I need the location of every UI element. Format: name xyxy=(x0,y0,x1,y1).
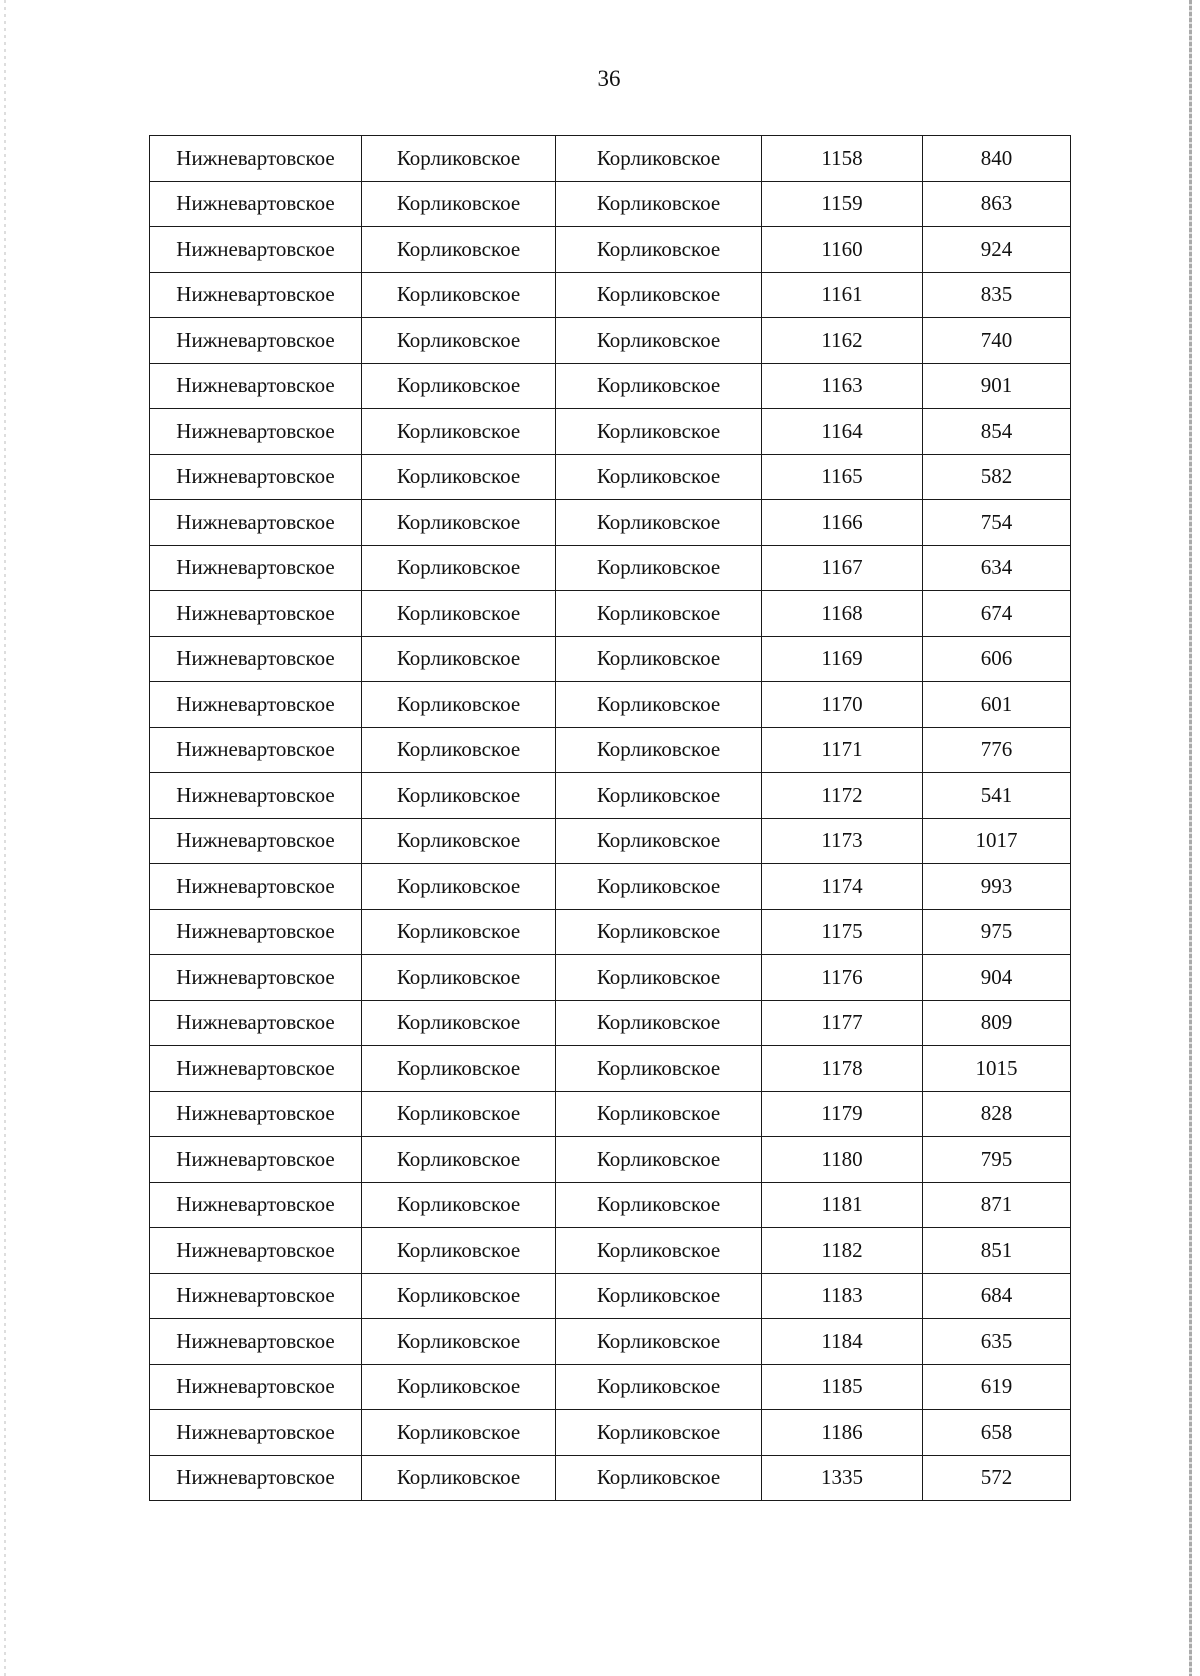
value-cell: 851 xyxy=(923,1228,1071,1274)
value-cell: 684 xyxy=(923,1273,1071,1319)
table-row xyxy=(150,1137,1071,1183)
number-cell: 1166 xyxy=(762,500,923,546)
table-row xyxy=(150,227,1071,273)
deposit-cell: Корликовское xyxy=(556,181,762,227)
value-cell: 795 xyxy=(923,1137,1071,1183)
region-cell: Нижневартовское xyxy=(150,1228,362,1274)
field-cell: Корликовское xyxy=(362,818,556,864)
deposit-cell: Корликовское xyxy=(556,773,762,819)
value-cell: 835 xyxy=(923,272,1071,318)
deposit-cell: Корликовское xyxy=(556,136,762,182)
region-cell: Нижневартовское xyxy=(150,1000,362,1046)
deposit-cell: Корликовское xyxy=(556,1046,762,1092)
table-row xyxy=(150,1455,1071,1501)
region-cell: Нижневартовское xyxy=(150,500,362,546)
number-cell: 1183 xyxy=(762,1273,923,1319)
region-cell: Нижневартовское xyxy=(150,1137,362,1183)
deposit-cell: Корликовское xyxy=(556,636,762,682)
value-cell: 828 xyxy=(923,1091,1071,1137)
value-cell: 904 xyxy=(923,955,1071,1001)
table-row xyxy=(150,272,1071,318)
field-cell: Корликовское xyxy=(362,1410,556,1456)
region-cell: Нижневартовское xyxy=(150,591,362,637)
region-cell: Нижневартовское xyxy=(150,1455,362,1501)
value-cell: 541 xyxy=(923,773,1071,819)
deposit-cell: Корликовское xyxy=(556,545,762,591)
deposit-cell: Корликовское xyxy=(556,1137,762,1183)
table-row xyxy=(150,1182,1071,1228)
deposit-cell: Корликовское xyxy=(556,1000,762,1046)
deposit-cell: Корликовское xyxy=(556,500,762,546)
number-cell: 1158 xyxy=(762,136,923,182)
deposit-cell: Корликовское xyxy=(556,272,762,318)
field-cell: Корликовское xyxy=(362,272,556,318)
field-cell: Корликовское xyxy=(362,227,556,273)
data-table xyxy=(149,135,1071,1501)
field-cell: Корликовское xyxy=(362,636,556,682)
region-cell: Нижневартовское xyxy=(150,454,362,500)
deposit-cell: Корликовское xyxy=(556,1273,762,1319)
table-row xyxy=(150,1046,1071,1092)
field-cell: Корликовское xyxy=(362,409,556,455)
region-cell: Нижневартовское xyxy=(150,1091,362,1137)
region-cell: Нижневартовское xyxy=(150,1319,362,1365)
value-cell: 619 xyxy=(923,1364,1071,1410)
value-cell: 854 xyxy=(923,409,1071,455)
table-row xyxy=(150,727,1071,773)
number-cell: 1186 xyxy=(762,1410,923,1456)
number-cell: 1181 xyxy=(762,1182,923,1228)
table-row xyxy=(150,545,1071,591)
value-cell: 809 xyxy=(923,1000,1071,1046)
value-cell: 901 xyxy=(923,363,1071,409)
number-cell: 1167 xyxy=(762,545,923,591)
table-row xyxy=(150,318,1071,364)
number-cell: 1184 xyxy=(762,1319,923,1365)
deposit-cell: Корликовское xyxy=(556,1182,762,1228)
number-cell: 1335 xyxy=(762,1455,923,1501)
table-row xyxy=(150,363,1071,409)
scan-edge-right xyxy=(1189,0,1192,1676)
number-cell: 1171 xyxy=(762,727,923,773)
region-cell: Нижневартовское xyxy=(150,1273,362,1319)
table-row xyxy=(150,1000,1071,1046)
number-cell: 1176 xyxy=(762,955,923,1001)
deposit-cell: Корликовское xyxy=(556,727,762,773)
table-row xyxy=(150,636,1071,682)
table-row xyxy=(150,1228,1071,1274)
value-cell: 658 xyxy=(923,1410,1071,1456)
table-row xyxy=(150,1410,1071,1456)
number-cell: 1182 xyxy=(762,1228,923,1274)
table-row xyxy=(150,1091,1071,1137)
value-cell: 754 xyxy=(923,500,1071,546)
number-cell: 1169 xyxy=(762,636,923,682)
field-cell: Корликовское xyxy=(362,864,556,910)
value-cell: 871 xyxy=(923,1182,1071,1228)
value-cell: 975 xyxy=(923,909,1071,955)
region-cell: Нижневартовское xyxy=(150,363,362,409)
table-row xyxy=(150,136,1071,182)
field-cell: Корликовское xyxy=(362,682,556,728)
number-cell: 1165 xyxy=(762,454,923,500)
table-row xyxy=(150,409,1071,455)
region-cell: Нижневартовское xyxy=(150,682,362,728)
number-cell: 1180 xyxy=(762,1137,923,1183)
number-cell: 1170 xyxy=(762,682,923,728)
table-row xyxy=(150,1273,1071,1319)
table-row xyxy=(150,773,1071,819)
deposit-cell: Корликовское xyxy=(556,682,762,728)
number-cell: 1177 xyxy=(762,1000,923,1046)
deposit-cell: Корликовское xyxy=(556,864,762,910)
field-cell: Корликовское xyxy=(362,591,556,637)
field-cell: Корликовское xyxy=(362,909,556,955)
deposit-cell: Корликовское xyxy=(556,1319,762,1365)
value-cell: 582 xyxy=(923,454,1071,500)
field-cell: Корликовское xyxy=(362,500,556,546)
deposit-cell: Корликовское xyxy=(556,1455,762,1501)
deposit-cell: Корликовское xyxy=(556,1228,762,1274)
field-cell: Корликовское xyxy=(362,1273,556,1319)
region-cell: Нижневартовское xyxy=(150,181,362,227)
field-cell: Корликовское xyxy=(362,955,556,1001)
value-cell: 740 xyxy=(923,318,1071,364)
deposit-cell: Корликовское xyxy=(556,454,762,500)
table-row xyxy=(150,818,1071,864)
field-cell: Корликовское xyxy=(362,1182,556,1228)
number-cell: 1168 xyxy=(762,591,923,637)
region-cell: Нижневартовское xyxy=(150,272,362,318)
value-cell: 1015 xyxy=(923,1046,1071,1092)
table-row xyxy=(150,500,1071,546)
region-cell: Нижневартовское xyxy=(150,1364,362,1410)
region-cell: Нижневартовское xyxy=(150,1410,362,1456)
value-cell: 634 xyxy=(923,545,1071,591)
region-cell: Нижневартовское xyxy=(150,227,362,273)
region-cell: Нижневартовское xyxy=(150,409,362,455)
deposit-cell: Корликовское xyxy=(556,1410,762,1456)
table-row xyxy=(150,1364,1071,1410)
field-cell: Корликовское xyxy=(362,727,556,773)
page-number: 36 xyxy=(597,66,621,91)
field-cell: Корликовское xyxy=(362,1091,556,1137)
field-cell: Корликовское xyxy=(362,181,556,227)
table-row xyxy=(150,909,1071,955)
value-cell: 1017 xyxy=(923,818,1071,864)
deposit-cell: Корликовское xyxy=(556,318,762,364)
table-row xyxy=(150,682,1071,728)
value-cell: 606 xyxy=(923,636,1071,682)
field-cell: Корликовское xyxy=(362,318,556,364)
region-cell: Нижневартовское xyxy=(150,1182,362,1228)
region-cell: Нижневартовское xyxy=(150,773,362,819)
deposit-cell: Корликовское xyxy=(556,591,762,637)
field-cell: Корликовское xyxy=(362,1000,556,1046)
region-cell: Нижневартовское xyxy=(150,545,362,591)
number-cell: 1161 xyxy=(762,272,923,318)
region-cell: Нижневартовское xyxy=(150,955,362,1001)
number-cell: 1164 xyxy=(762,409,923,455)
scan-edge-left xyxy=(4,0,6,1676)
deposit-cell: Корликовское xyxy=(556,1091,762,1137)
deposit-cell: Корликовское xyxy=(556,409,762,455)
field-cell: Корликовское xyxy=(362,1137,556,1183)
deposit-cell: Корликовское xyxy=(556,363,762,409)
table-row xyxy=(150,955,1071,1001)
region-cell: Нижневартовское xyxy=(150,864,362,910)
table-row xyxy=(150,454,1071,500)
table-row xyxy=(150,181,1071,227)
table-row xyxy=(150,864,1071,910)
value-cell: 840 xyxy=(923,136,1071,182)
deposit-cell: Корликовское xyxy=(556,1364,762,1410)
region-cell: Нижневартовское xyxy=(150,1046,362,1092)
field-cell: Корликовское xyxy=(362,454,556,500)
number-cell: 1178 xyxy=(762,1046,923,1092)
value-cell: 776 xyxy=(923,727,1071,773)
field-cell: Корликовское xyxy=(362,1364,556,1410)
number-cell: 1163 xyxy=(762,363,923,409)
number-cell: 1159 xyxy=(762,181,923,227)
field-cell: Корликовское xyxy=(362,363,556,409)
value-cell: 924 xyxy=(923,227,1071,273)
region-cell: Нижневартовское xyxy=(150,318,362,364)
value-cell: 674 xyxy=(923,591,1071,637)
field-cell: Корликовское xyxy=(362,545,556,591)
deposit-cell: Корликовское xyxy=(556,227,762,273)
table-row xyxy=(150,1319,1071,1365)
number-cell: 1185 xyxy=(762,1364,923,1410)
field-cell: Корликовское xyxy=(362,1046,556,1092)
number-cell: 1160 xyxy=(762,227,923,273)
value-cell: 863 xyxy=(923,181,1071,227)
deposit-cell: Корликовское xyxy=(556,909,762,955)
field-cell: Корликовское xyxy=(362,1455,556,1501)
value-cell: 635 xyxy=(923,1319,1071,1365)
number-cell: 1175 xyxy=(762,909,923,955)
value-cell: 572 xyxy=(923,1455,1071,1501)
region-cell: Нижневартовское xyxy=(150,636,362,682)
table-body xyxy=(150,136,1071,1501)
field-cell: Корликовское xyxy=(362,136,556,182)
number-cell: 1179 xyxy=(762,1091,923,1137)
field-cell: Корликовское xyxy=(362,1228,556,1274)
number-cell: 1174 xyxy=(762,864,923,910)
value-cell: 601 xyxy=(923,682,1071,728)
field-cell: Корликовское xyxy=(362,1319,556,1365)
deposit-cell: Корликовское xyxy=(556,818,762,864)
field-cell: Корликовское xyxy=(362,773,556,819)
region-cell: Нижневартовское xyxy=(150,136,362,182)
number-cell: 1173 xyxy=(762,818,923,864)
region-cell: Нижневартовское xyxy=(150,909,362,955)
number-cell: 1162 xyxy=(762,318,923,364)
value-cell: 993 xyxy=(923,864,1071,910)
table-row xyxy=(150,591,1071,637)
deposit-cell: Корликовское xyxy=(556,955,762,1001)
region-cell: Нижневартовское xyxy=(150,818,362,864)
number-cell: 1172 xyxy=(762,773,923,819)
region-cell: Нижневартовское xyxy=(150,727,362,773)
